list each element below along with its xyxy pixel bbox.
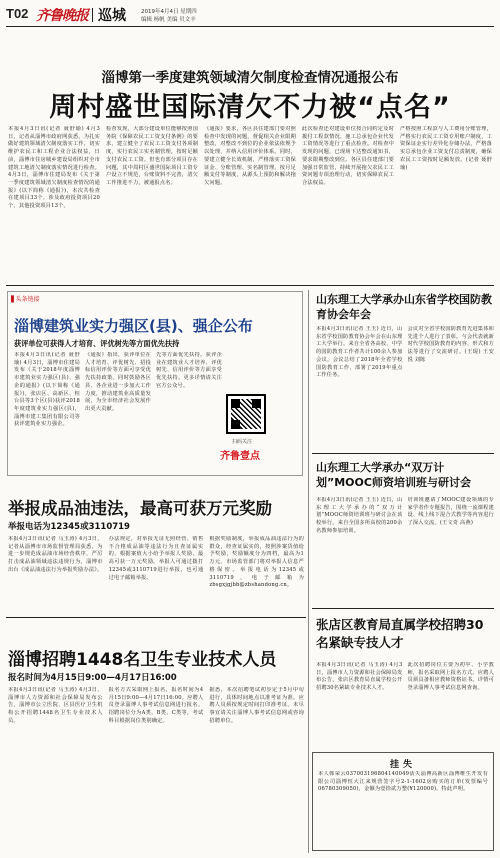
notice-title: 挂失 bbox=[389, 760, 416, 770]
link-col-2: 《通报》指出，获评单位在人才培育、评优树先、招投标信用评价等方面可享受优先扶持政策。同时鼓励各区县、各企业进一步加大工作力度，推动建筑业高质量发展，为全市经济社会发展作出更大贡献。 bbox=[85, 352, 151, 412]
lead-title: 周村盛世国际清欠不力被“点名” bbox=[49, 92, 451, 123]
article4-bottom-rule bbox=[312, 453, 494, 454]
article3-body bbox=[8, 687, 304, 853]
page-number: T02 bbox=[6, 6, 29, 21]
article5-title-text: 山东理工大学承办“双万计划”MOOC师资培训班与研讨会 bbox=[316, 461, 471, 489]
link-subtitle: 获评单位可获得人才培育、评优树先等方面优先扶持 bbox=[14, 339, 180, 348]
paper-logo: 齐鲁晚报 bbox=[36, 8, 88, 24]
article3-col-2: 报名方式采取网上报名，报名时间为4月15日9:00—4月17日16:00。应聘人员登录淄博人事考试信息网进行报名。招聘岗位分为A类、B类、C类等，考试科目根据岗位类别确定。 bbox=[108, 687, 204, 724]
article5-bottom-rule bbox=[312, 608, 494, 609]
notice-box bbox=[312, 752, 494, 851]
link-label bbox=[11, 294, 40, 303]
lead-body bbox=[8, 126, 492, 282]
article4-col-2: 会议对全省学校国防教育先进集体和先进个人进行了表彰。与会代表就新时代学校国防教育的内容、形式和方法等进行了交流研讨。(王琨) 王安悦 刘陈 bbox=[407, 326, 494, 363]
article6-col-2: 此次招聘岗位主要为初中、小学教师，报名采取网上报名方式。应聘人员须具备相应教师资格证书。详情可登录淄博人事考试信息网查询。 bbox=[407, 662, 494, 692]
section-name: 巡城 bbox=[98, 8, 126, 24]
article4-title bbox=[316, 292, 494, 322]
article5-title bbox=[316, 460, 494, 490]
article2-subtitle: 举报电话为12345或3110719 bbox=[8, 522, 130, 532]
article5-col-2: 培训班邀请了MOOC建设领域的专家学者作专题报告，围绕一流课程建设、线上线下混合式教学等内容进行了深入交流。(王文奇 高燕) bbox=[407, 497, 494, 527]
brand-logo: 齐鲁壹点 bbox=[220, 451, 260, 462]
masthead-rule bbox=[6, 26, 494, 27]
qr-caption: 扫码关注 bbox=[232, 439, 253, 445]
article6-title-text: 张店区教育局直属学校招聘30名紧缺专技人才 bbox=[316, 617, 484, 650]
date-line: 2019年4月4日 星期四 bbox=[141, 9, 197, 15]
lead-col-2: 检查发现，大部分建设单位能够按照国务院《保障农民工工资支付条例》的要求，建立健全了农民工工资支付各项制度，实行农民工实名制管理，按时足额支付农民工工资。但也有部分项目存在问题，其中周村区盛世国际项目工资专户设立不规范，台账资料不完善，清欠工作推进不力，被通报点名。 bbox=[106, 126, 198, 186]
article2-col-2: 办法规定，对举报无证无照经营、销售不合格成品油等违法行为且查证属实的，根据案值大小给予举报人奖励，最高可获一万元奖励。举报人可通过拨打12345或3110719进行举报，也可通过电子邮箱举报。 bbox=[108, 536, 204, 581]
notice-body: 本人韩荣云037003196804140049活失淄博高新区淄博维生开发有限公司淄博恒大江来规营签字号2-1-1602房购买的订单(发票编号06780309050)，金额为壹拾贰万整(¥120000)。特此声明。 bbox=[318, 771, 488, 793]
qr-pattern bbox=[231, 399, 261, 429]
article2-col-3: 根据奖励制度，举报成品油违法行为的群众，经查证属实的，按照涉案货值给予奖励，奖励额度分为四档，最高为1万元。市场监管部门将对举报人信息严格保密。举报电话为12345或3110719，电子邮箱为zbsgxjgjbb@zbshandong.cn。 bbox=[209, 536, 305, 589]
column-divider bbox=[308, 290, 309, 853]
article5-body bbox=[316, 497, 494, 605]
link-col-3: 先等方面优先扶持。获评企业在建筑业人才培养、评优树先、信用评价等方面享受优先扶持。更多详情请关注官方公众号。 bbox=[156, 352, 222, 389]
article3-subtitle: 报名时间为4月15日9:00—4月17日16:00 bbox=[8, 673, 177, 683]
article6-body bbox=[316, 662, 494, 748]
link-col-1: 本报4月3日讯(记者 聂舒瑜) 4月3日，淄博市住建局发布《关于2018年度淄博市建筑业实力强区(县)、强企的通报》(以下简称《通报》)，张店区、高新区、桓台县等3个区(县)获评2018年度建筑业实力强区(县)，淄博市建工集团有限公司等获评建筑业实力强企。 bbox=[14, 352, 80, 428]
article4-body bbox=[316, 326, 494, 450]
article3-col-3: 据悉，本次招聘笔试初步定于5月中旬进行，具体时间地点以准考证为准。应聘人员须按规定时间打印准考证。未尽事宜请关注淄博人事考试信息网或咨询招聘单位。 bbox=[209, 687, 305, 724]
editors-line: 编辑 杨帆 美编 贝文辛 bbox=[141, 17, 196, 23]
article6-col-1: 本报4月3日讯(记者 马玉涛) 4月3日，淄博市人力资源和社会保障局发布公告，张店区教育局直属学校公开招聘30名紧缺专业技术人才。 bbox=[316, 662, 403, 692]
masthead bbox=[6, 4, 494, 30]
article6-title bbox=[316, 616, 494, 652]
logo-separator bbox=[92, 8, 93, 22]
article2-title: 举报成品油违法，最高可获万元奖励 bbox=[8, 499, 272, 518]
article4-title-text: 山东理工大学承办山东省学校国防教育协会年会 bbox=[316, 293, 492, 321]
link-title: 淄博建筑业实力强区(县)、强企公布 bbox=[14, 317, 253, 335]
article4-col-1: 本报4月3日讯(记者 王玉) 近日，山东省学校国防教育协会年会在山东理工大学举行。来自全省各高校、中学的国防教育工作者共计100余人参加会议。会议总结了2018年全省学校国防教育工作，部署了2019年重点工作任务。 bbox=[316, 326, 403, 379]
lead-col-1: 本报4月3日讯(记者 聂舒瑜) 4月3日，记者从淄博市政府网获悉，为扎实做好建筑领域清欠制度落实工作，切实维护农民工和工程企业合法权益，日前，淄博市住房城乡建设局组织对全市建筑工地清欠制度落实情况进行检查。4月3日，淄博市住建局发布《关于第一季度建筑领域清欠制度检查情况的通报》(以下简称《通报》)，本次共检查在建项目33个，涉及政府投资项目20个，其他投资项目13个。 bbox=[8, 126, 100, 210]
article2-body bbox=[8, 536, 304, 614]
article2-bottom-rule bbox=[6, 617, 306, 618]
link-label-text: 头条链接 bbox=[15, 296, 40, 303]
article5-col-1: 本报4月3日讯(记者 王玉) 近日，山东理工大学承办的“双万计划”MOOC师资培训班与研讨会在该校举行。来自全国多所高校的200余名教师参加培训。 bbox=[316, 497, 403, 534]
article2-col-1: 本报4月3日讯(记者 马玉涛) 4月3日，记者从淄博市市场监督管理局获悉，为进一步规范成品油市场经营秩序，严厉打击成品油领域违法违规行为，淄博市出台《成品油违法行为举报奖励办法》。 bbox=[8, 536, 103, 573]
lead-col-3: 《通报》要求，各区县住建部门要对照检查中发现的问题，督促相关企业限期整改，对整改不到位的企业依法依规予以处理，并纳入信用评价体系。同时，要建立健全长效机制，严格落实工资保证金、分账管理、实名制管理、按月足额支付等制度，从源头上预防和解决拖欠问题。 bbox=[204, 126, 296, 186]
lead-bottom-rule bbox=[6, 285, 494, 286]
lead-col-4: 此次检查还对建设单位按合同约定及时拨付工程款情况、施工总承包企业代发工资情况等进行了重点检查。对检查中发现的问题，已现场下达整改通知书，要求限期整改到位。各区县住建部门要加强日常监管，持续开展拖欠农民工工资问题专项治理行动，切实保障农民工合法权益。 bbox=[302, 126, 394, 186]
link-box bbox=[7, 291, 303, 476]
lead-subtitle: 淄博第一季度建筑领域清欠制度检查情况通报公布 bbox=[101, 70, 399, 86]
article3-title: 淄博招聘1448名卫生专业技术人员 bbox=[8, 650, 277, 670]
link-label-bullet: ▋ bbox=[11, 296, 16, 303]
article3-col-1: 本报4月3日讯(记者 马玉涛) 4月3日，淄博市人力资源和社会保障局发布公告，淄博市公立医院、区县医疗卫生机构公开招聘1448名卫生专业技术人员。 bbox=[8, 687, 103, 724]
lead-col-5: 严格按照工程款与人工费用分账管理，严格实行农民工工资专用账户制度，工资保证金实行差异化存储办法，严格落实总承包企业工资支付总责制度，确保农民工工资按时足额发放。(记者 聂舒瑜) bbox=[400, 126, 492, 171]
qr-code bbox=[226, 394, 266, 434]
